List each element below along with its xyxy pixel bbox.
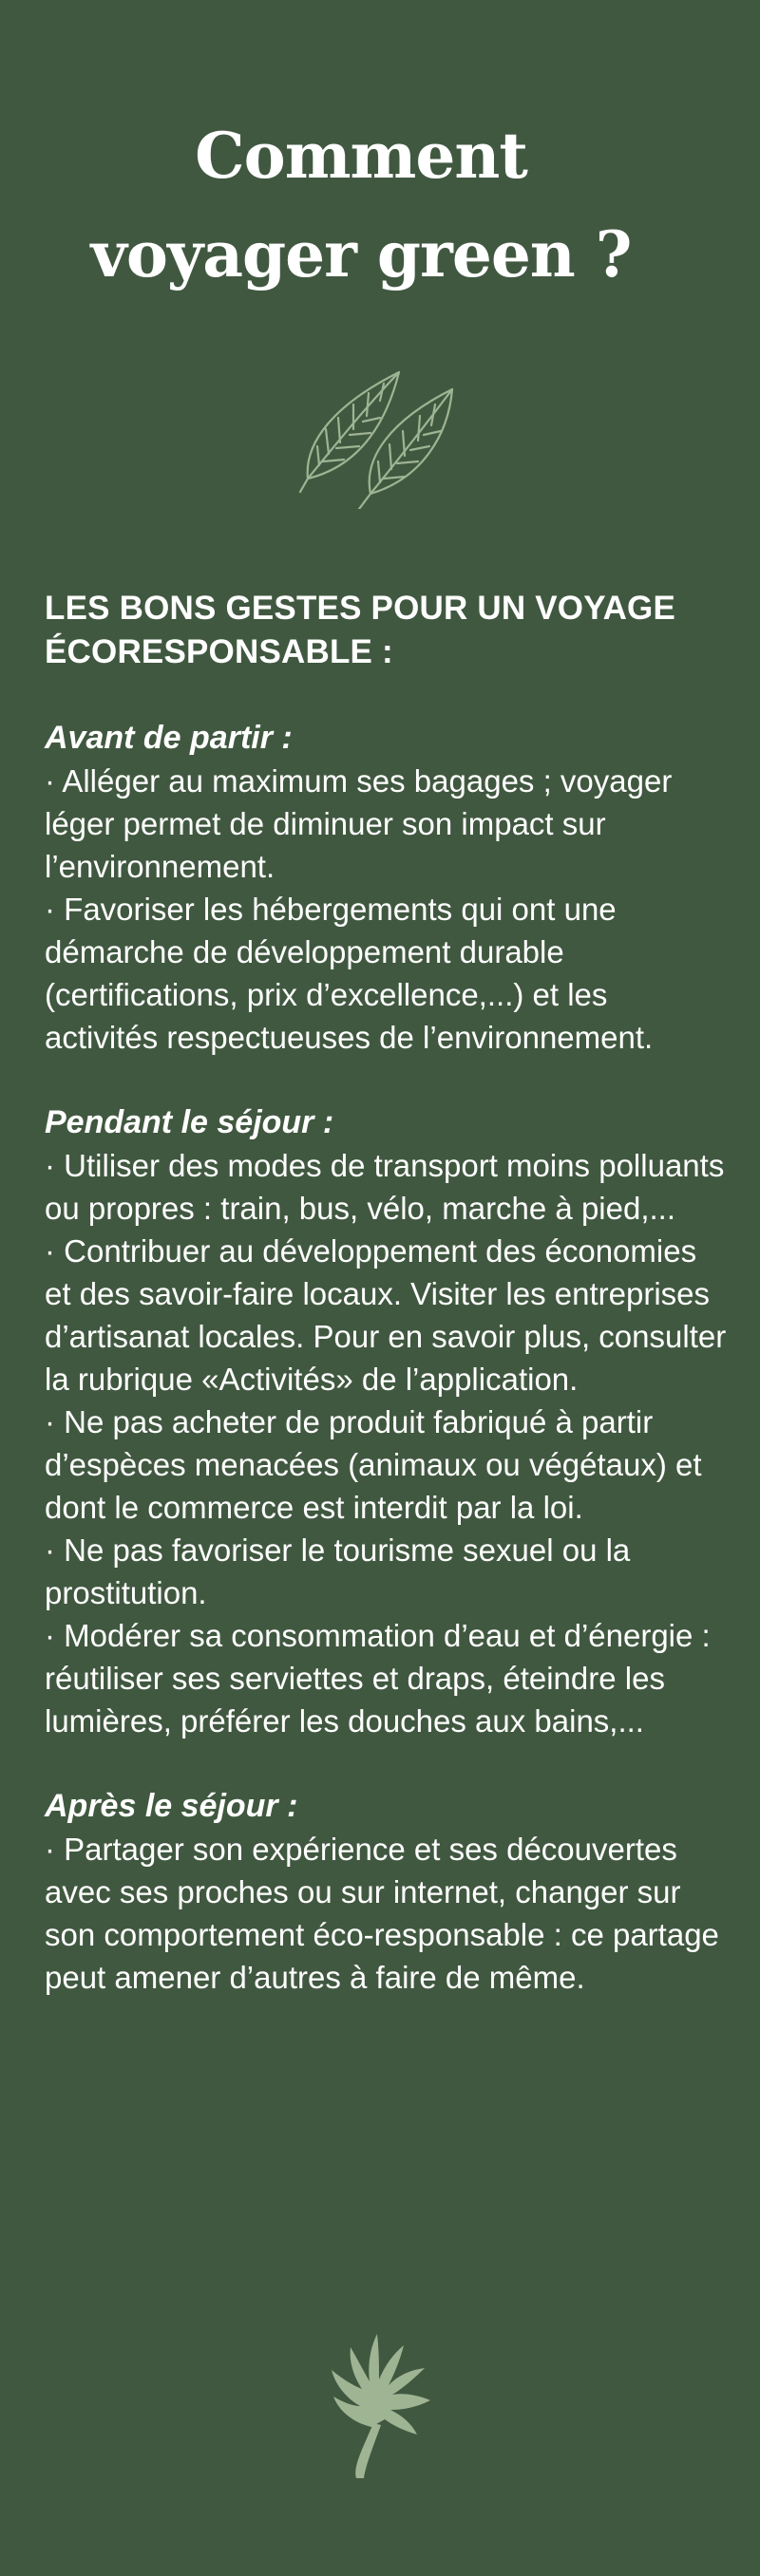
list-item: · Ne pas acheter de produit fabriqué à partir d’espèces menacées (animaux ou végétaux) et dont le commerce est interdit par la loi.: [45, 1404, 702, 1525]
section-title: Pendant le séjour :: [45, 1104, 334, 1140]
list-item: · Favoriser les hébergements qui ont une démarche de développement durable (certifications, prix d’excellence,...) et les activités respectueuses de l’environnement.: [45, 892, 654, 1055]
page-title: [0, 106, 722, 304]
list-item: · Ne pas favoriser le tourisme sexuel ou la prostitution.: [45, 1532, 631, 1610]
section-title: Avant de partir :: [45, 720, 293, 756]
list-item: · Modérer sa consommation d’eau et d’énergie : réutiliser ses serviettes et draps, éteindre les lumières, préférer les douches aux bains,...: [45, 1618, 711, 1739]
section-heading: LES BONS GESTES POUR UN VOYAGE ÉCORESPONSABLE :: [45, 590, 676, 670]
section-after: [45, 1785, 729, 1999]
list-item: · Alléger au maximum ses bagages ; voyager léger permet de diminuer son impact sur l’environnement.: [45, 763, 673, 884]
section-before: [45, 717, 729, 1059]
section-during: [45, 1101, 729, 1742]
title-line-2: voyager green ?: [90, 217, 632, 291]
list-item: · Partager son expérience et ses découvertes avec ses proches ou sur internet, changer sur son comportement éco-responsable : ce partage peut amener d’autres à faire de même.: [45, 1832, 719, 1995]
content: [45, 587, 729, 2041]
leaves-icon: [296, 367, 467, 509]
flower-icon: [318, 2324, 442, 2481]
section-title: Après le séjour :: [45, 1788, 298, 1824]
list-item: · Utiliser des modes de transport moins polluants ou propres : train, bus, vélo, marche à pied,...: [45, 1148, 725, 1226]
title-line-1: Comment: [195, 119, 527, 193]
list-item: · Contribuer au développement des économies et des savoir-faire locaux. Visiter les entreprises d’artisanat locales. Pour en savoir plus, consulter la rubrique «Activités» de l’application.: [45, 1233, 727, 1397]
